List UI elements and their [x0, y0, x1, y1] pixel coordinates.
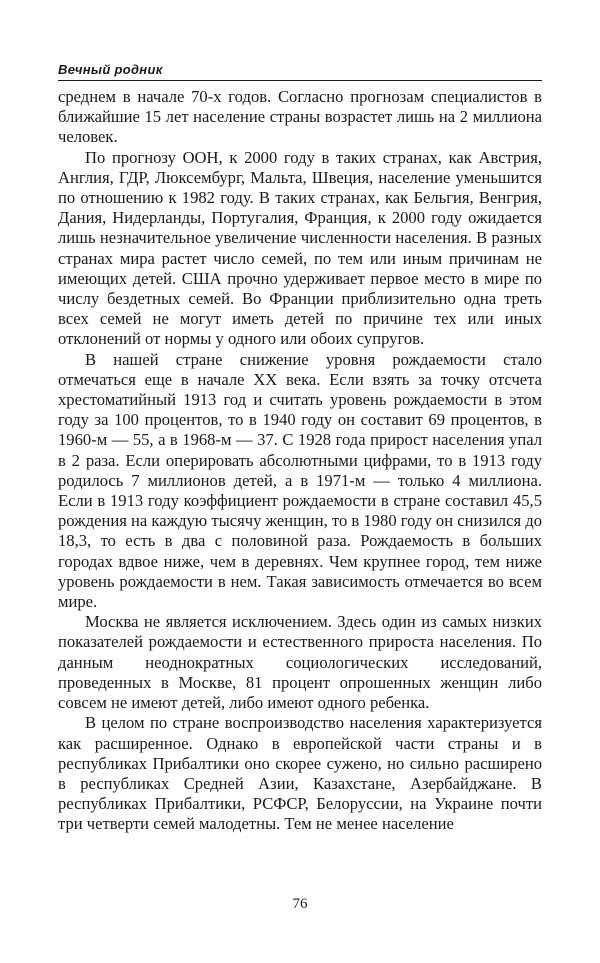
paragraph: Москва не является исключением. Здесь один из самых низких показателей рождаемости и естественного прироста населения. По данным неоднократных социологических исследований, проведенных в Москве, 81 процент опрошенных женщин либо совсем не имеют детей, либо имеют одного ребенка.: [58, 612, 542, 713]
paragraph: В нашей стране снижение уровня рождаемости стало отмечаться еще в начале XX века. Если взять за точку отсчета хрестоматийный 1913 год и считать уровень рождаемости в этом году за 100 процентов, то в 1940 году он составит 69 процентов, в 1960-м — 55, а в 1968-м — 37. С 1928 года прирост населения упал в 2 раза. Если оперировать абсолютными цифрами, то в 1913 году родилось 7 миллионов детей, а в 1971-м — только 4 миллиона. Если в 1913 году коэффициент рождаемости в стране составил 45,5 рождения на каждую тысячу женщин, то в 1980 году он снизился до 18,3, то есть в два с половиной раза. Рождаемость в больших городах вдвое ниже, чем в деревнях. Чем крупнее город, тем ниже уровень рождаемости в нем. Такая зависимость отмечается во всем мире.: [58, 349, 542, 612]
page-number: 76: [292, 896, 308, 912]
book-page: [58, 62, 542, 835]
running-head: Вечный родник: [58, 62, 542, 81]
paragraph-continued: среднем в начале 70-х годов. Согласно прогнозам специалистов в ближайшие 15 лет население страны возрастет лишь на 2 миллиона человек.: [58, 87, 542, 147]
paragraph: По прогнозу ООН, к 2000 году в таких странах, как Австрия, Англия, ГДР, Люксембург, Мальта, Швеция, население уменьшится по отношению к 1982 году. В таких странах, как Бельгия, Венгрия, Дания, Нидерланды, Португалия, Франция, к 2000 году ожидается лишь незначительное увеличение численности населения. В разных странах мира растет число семей, по тем или иным причинам не имеющих детей. США прочно удерживает первое место в мире по числу бездетных семей. Во Франции приблизительно одна треть всех семей не могут иметь детей по причине тех или иных отклонений от нормы у одного или обоих супругов.: [58, 147, 542, 349]
body-text: [58, 87, 542, 835]
paragraph: В целом по стране воспроизводство населения характеризуется как расширенное. Однако в европейской части страны и в республиках Прибалтики оно скорее сужено, но сильно расширено в республиках Средней Азии, Казахстане, Азербайджане. В республиках Прибалтики, РСФСР, Белоруссии, на Украине почти три четверти семей малодетны. Тем не менее население: [58, 713, 542, 834]
